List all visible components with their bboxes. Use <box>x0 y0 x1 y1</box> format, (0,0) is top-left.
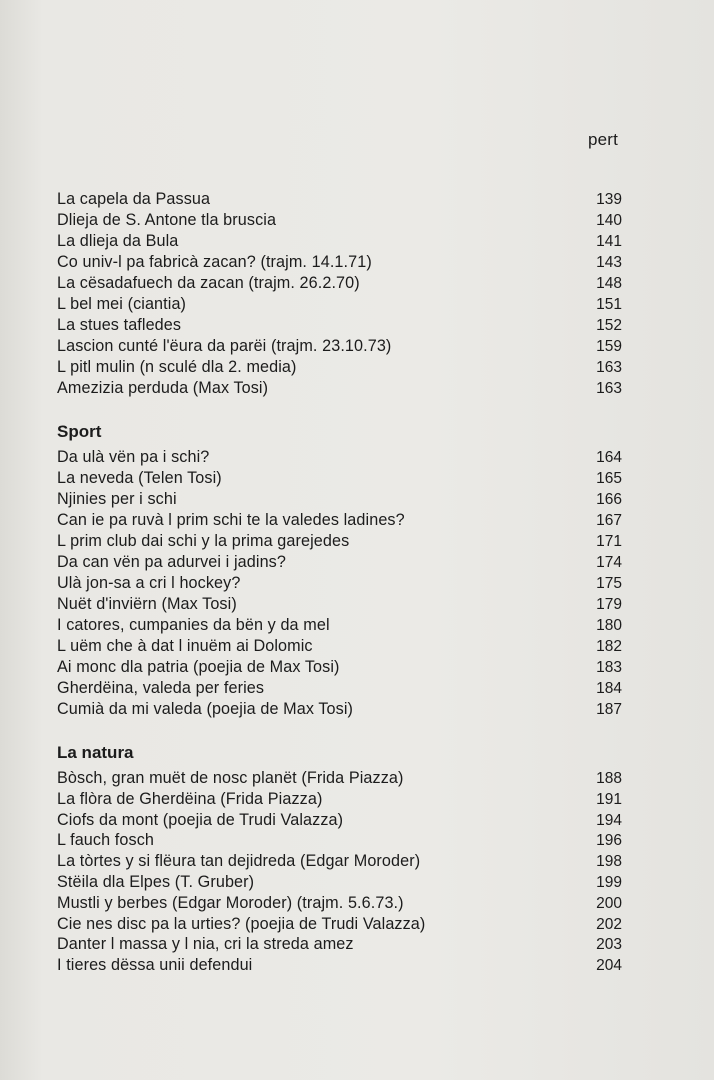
entry-page: 198 <box>596 853 622 871</box>
entry-title: L uëm che à dat l inuëm ai Dolomic <box>57 637 313 655</box>
toc-entry <box>57 357 622 378</box>
entry-title: Amezizia perduda (Max Tosi) <box>57 379 269 397</box>
entry-page: 139 <box>596 191 622 208</box>
toc-entry <box>57 830 622 851</box>
running-head: pert <box>588 130 619 149</box>
toc-entry <box>57 378 622 399</box>
table-of-contents <box>57 189 622 996</box>
entry-title: Da ulà vën pa i schi? <box>57 448 210 466</box>
toc-entry <box>57 851 622 872</box>
entry-page: 184 <box>596 680 622 697</box>
entry-title: Stëila dla Elpes (T. Gruber) <box>57 872 255 891</box>
entry-page: 141 <box>596 233 622 250</box>
toc-entry <box>57 657 622 678</box>
entry-page: 166 <box>596 491 622 508</box>
entry-page: 187 <box>596 701 622 718</box>
entry-page: 183 <box>596 659 622 676</box>
entry-page: 165 <box>596 470 622 487</box>
toc-entry <box>57 510 622 531</box>
entry-title: I catores, cumpanies da bën y da mel <box>57 616 330 634</box>
entry-title: Can ie pa ruvà l prim schi te la valedes ladines? <box>57 511 405 529</box>
entry-title: Gherdëina, valeda per feries <box>57 679 265 697</box>
entry-page: 171 <box>596 533 622 550</box>
entry-page: 188 <box>596 770 622 787</box>
entry-title: Mustli y berbes (Edgar Moroder) (trajm. 5.6.73.) <box>57 893 404 912</box>
entry-title: L pitl mulin (n sculé dla 2. media) <box>57 358 297 376</box>
toc-entry <box>57 489 622 510</box>
entry-title: La tòrtes y si flëura tan dejidreda (Edgar Moroder) <box>57 852 421 871</box>
entry-title: Danter l massa y l nia, cri la streda amez <box>57 935 354 954</box>
entry-title: Lascion cunté l'ëura da parëi (trajm. 23.10.73) <box>57 337 392 355</box>
entry-title: Ciofs da mont (poejia de Trudi Valazza) <box>57 810 344 829</box>
entry-title: Da can vën pa adurvei i jadins? <box>57 553 286 571</box>
entry-title: Bòsch, gran muët de nosc planët (Frida Piazza) <box>57 769 404 787</box>
entry-page: 175 <box>596 575 622 592</box>
entry-page: 151 <box>596 296 622 313</box>
entry-page: 140 <box>596 212 622 229</box>
entry-title: L fauch fosch <box>57 831 154 850</box>
toc-entry <box>57 768 622 789</box>
toc-entry <box>57 699 622 720</box>
toc-entry <box>57 252 622 273</box>
entry-title: Ulà jon-sa a cri l hockey? <box>57 574 241 592</box>
toc-section <box>57 189 622 399</box>
entry-title: La neveda (Telen Tosi) <box>57 469 222 487</box>
toc-entry <box>57 893 622 914</box>
entry-title: L prim club dai schi y la prima garejedes <box>57 532 350 550</box>
entry-title: La cësadafuech da zacan (trajm. 26.2.70) <box>57 274 360 292</box>
entry-title: La dlieja da Bula <box>57 232 179 250</box>
entry-page: 182 <box>596 638 622 655</box>
toc-entry <box>57 789 622 810</box>
toc-entry <box>57 636 622 657</box>
entry-title: Nuët d'inviërn (Max Tosi) <box>57 595 237 613</box>
entry-title: I tieres dëssa unii defendui <box>57 956 253 975</box>
toc-entry <box>57 447 622 468</box>
toc-entry <box>57 594 622 615</box>
entry-page: 148 <box>596 275 622 292</box>
entry-page: 163 <box>596 380 622 397</box>
toc-entry <box>57 273 622 294</box>
entry-page: 200 <box>596 894 622 912</box>
entry-title: La capela da Passua <box>57 190 211 208</box>
toc-entry <box>57 573 622 594</box>
entry-title: Co univ-l pa fabricà zacan? (trajm. 14.1.71) <box>57 253 372 271</box>
entry-page: 179 <box>596 596 622 613</box>
toc-section <box>57 740 622 976</box>
entry-page: 204 <box>596 957 622 975</box>
entry-page: 203 <box>596 936 622 954</box>
entry-title: Cie nes disc pa la urties? (poejia de Trudi Valazza) <box>57 914 426 933</box>
entry-page: 152 <box>596 317 622 334</box>
section-heading: La natura <box>57 743 134 762</box>
entry-page: 180 <box>596 617 622 634</box>
entry-title: La stues tafledes <box>57 316 182 334</box>
entry-page: 199 <box>596 873 622 891</box>
toc-entry <box>57 315 622 336</box>
entry-title: L bel mei (ciantia) <box>57 295 187 313</box>
section-heading: Sport <box>57 422 102 441</box>
entry-title: Njinies per i schi <box>57 490 177 508</box>
entry-page: 202 <box>596 915 622 933</box>
toc-entry <box>57 294 622 315</box>
toc-entry <box>57 231 622 252</box>
toc-entry <box>57 468 622 489</box>
entry-page: 159 <box>596 338 622 355</box>
entry-page: 163 <box>596 359 622 376</box>
entry-page: 167 <box>596 512 622 529</box>
toc-entry <box>57 810 622 831</box>
toc-entry <box>57 955 622 976</box>
entry-page: 191 <box>596 790 622 808</box>
entry-title: Ai monc dla patria (poejia de Max Tosi) <box>57 658 340 676</box>
entry-title: La flòra de Gherdëina (Frida Piazza) <box>57 789 323 808</box>
entry-page: 196 <box>596 832 622 850</box>
toc-entry <box>57 872 622 893</box>
toc-section <box>57 419 622 720</box>
entry-page: 164 <box>596 449 622 466</box>
toc-entry <box>57 189 622 210</box>
entry-title: Dlieja de S. Antone tla bruscia <box>57 211 277 229</box>
toc-entry <box>57 552 622 573</box>
entry-page: 194 <box>596 811 622 829</box>
toc-entry <box>57 615 622 636</box>
toc-entry <box>57 914 622 935</box>
toc-entry <box>57 531 622 552</box>
toc-entry <box>57 210 622 231</box>
entry-page: 143 <box>596 254 622 271</box>
toc-entry <box>57 934 622 955</box>
toc-entry <box>57 336 622 357</box>
toc-entry <box>57 678 622 699</box>
entry-page: 174 <box>596 554 622 571</box>
entry-title: Cumià da mi valeda (poejia de Max Tosi) <box>57 700 354 718</box>
